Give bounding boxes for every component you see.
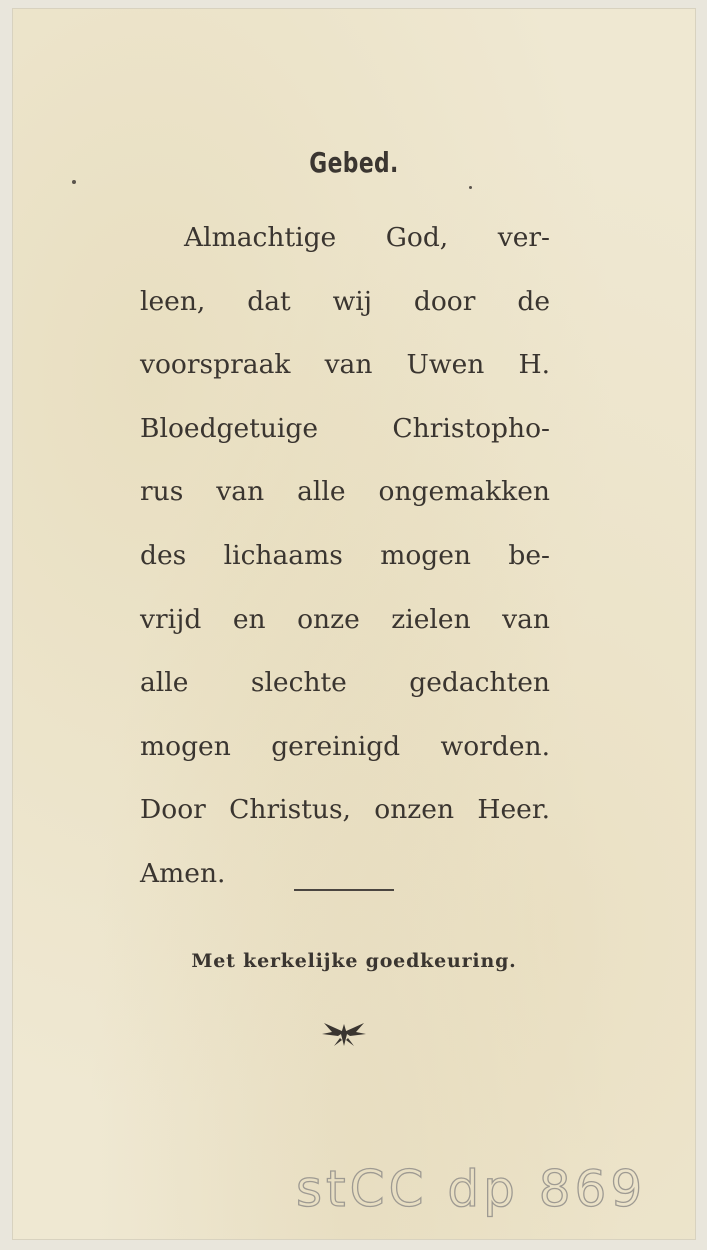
prayer-card	[12, 8, 696, 1240]
prayer-line: vrijd en onze zielen van	[140, 603, 550, 635]
divider-rule	[294, 889, 394, 891]
prayer-line: leen, dat wij door de	[140, 285, 550, 317]
prayer-line: Door Christus, onzen Heer.	[140, 794, 550, 826]
prayer-line: mogen gereinigd worden.	[140, 730, 550, 762]
paper-speck	[469, 186, 472, 189]
prayer-line-amen: Amen.	[140, 857, 226, 889]
prayer-line: Bloedgetuige Christopho-	[140, 412, 550, 444]
card-title: Gebed.	[309, 146, 399, 179]
prayer-line: voorspraak van Uwen H.	[140, 349, 550, 381]
prayer-line: alle slechte gedachten	[140, 667, 550, 699]
prayer-line: des lichaams mogen be-	[140, 539, 550, 571]
handwritten-note-text: stCC dp 869	[296, 1160, 647, 1218]
prayer-line: Almachtige God, ver-	[184, 222, 550, 253]
prayer-line: rus van alle ongemakken	[140, 476, 550, 508]
handwritten-note	[292, 1148, 692, 1238]
prayer-text	[140, 206, 550, 906]
paper-speck	[72, 180, 76, 184]
ecclesiastical-approval: Met kerkelijke goedkeuring.	[191, 950, 517, 972]
floral-ornament-icon	[320, 1020, 368, 1048]
